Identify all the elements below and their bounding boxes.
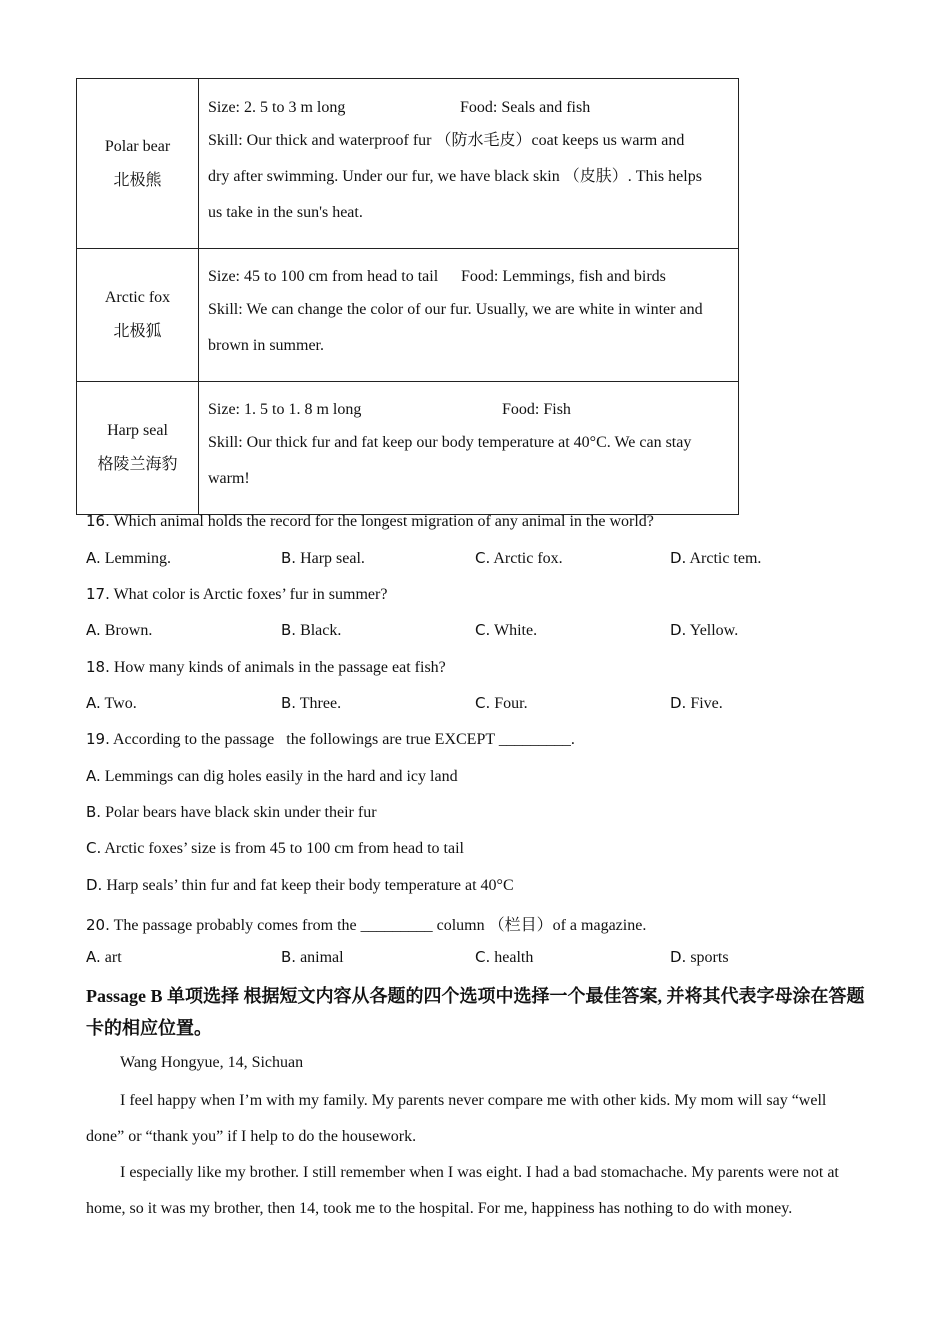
option-letter: A. (86, 694, 101, 712)
animal-skill-line: us take in the sun's heat. (208, 203, 363, 221)
animal-size: Size: 1. 5 to 1. 8 m long (208, 401, 362, 418)
animal-food: Food: Fish (502, 401, 571, 418)
option-a[interactable] (86, 948, 122, 967)
option-text: White. (493, 622, 538, 639)
question-number: 20. (86, 916, 110, 934)
option-d[interactable] (670, 694, 723, 713)
option-letter: C. (475, 549, 491, 567)
passage-paragraph: I especially like my brother. I still remember when I was eight. I had a bad stomachache. My parents were not at home, so it was my brother, then 14, took me to the hospital. For me, happiness has nothing to do with money. (86, 1164, 839, 1217)
option-text: Lemming. (104, 550, 171, 567)
option-letter: C. (86, 839, 102, 857)
option-letter: B. (281, 948, 297, 966)
option-d[interactable] (670, 549, 761, 568)
animal-name-cn: 北极熊 (113, 171, 162, 189)
animal-size: Size: 45 to 100 cm from head to tail (208, 268, 439, 285)
animal-info-cell (199, 79, 739, 249)
animal-skill-line: warm! (208, 470, 250, 487)
question-number: 17. (86, 585, 110, 603)
option-text: Polar bears have black skin under their fur (105, 804, 377, 821)
option-letter: B. (281, 621, 297, 639)
option-letter: D. (670, 549, 687, 567)
question-20 (86, 912, 646, 935)
option-text: Arctic tem. (689, 550, 762, 567)
option-b[interactable] (281, 948, 344, 967)
option-letter: C. (475, 948, 491, 966)
option-a[interactable] (86, 767, 458, 786)
option-c[interactable] (475, 948, 533, 967)
passage-byline: Wang Hongyue, 14, Sichuan (120, 1054, 304, 1071)
animal-skill-line: brown in summer. (208, 337, 324, 354)
question-number: 18. (86, 658, 110, 676)
animal-info-cell (199, 249, 739, 382)
option-letter: D. (86, 876, 103, 894)
option-d[interactable] (670, 948, 729, 967)
option-letter: C. (475, 621, 491, 639)
option-c[interactable] (475, 549, 563, 568)
option-text: Harp seal. (300, 550, 365, 567)
option-letter: A. (86, 948, 101, 966)
animal-name-cell (77, 79, 199, 249)
option-d[interactable] (86, 876, 514, 895)
option-text: Four. (494, 695, 528, 712)
animal-food: Food: Seals and fish (460, 98, 591, 116)
animal-skill-line: Skill: We can change the color of our fur. Usually, we are white in winter and (208, 301, 703, 318)
question-17 (86, 585, 387, 604)
option-text: animal (300, 949, 344, 966)
question-text: What color is Arctic foxes’ fur in summer? (113, 586, 388, 603)
question-19 (86, 730, 575, 749)
option-text: health (494, 949, 534, 966)
table-row (77, 382, 739, 515)
option-letter: D. (670, 948, 687, 966)
question-16 (86, 512, 654, 531)
animal-name-en: Polar bear (104, 137, 171, 155)
option-text: sports (690, 949, 729, 966)
option-letter: C. (475, 694, 491, 712)
option-c[interactable] (475, 621, 537, 640)
animal-name-cn: 格陵兰海豹 (97, 456, 178, 473)
animal-info-table (76, 78, 739, 515)
option-text: Two. (104, 695, 137, 712)
option-text: Three. (299, 695, 342, 712)
option-text: Lemmings can dig holes easily in the hard and icy land (104, 768, 458, 785)
option-c[interactable] (475, 694, 528, 713)
animal-name-en: Arctic fox (104, 289, 171, 306)
question-number: 19. (86, 730, 110, 748)
option-text: Arctic foxes’ size is from 45 to 100 cm from head to tail (104, 840, 464, 857)
option-d[interactable] (670, 621, 738, 640)
option-text: Brown. (104, 622, 153, 639)
animal-skill-line: Skill: Our thick and waterproof fur （防水毛皮）coat keeps us warm and (208, 131, 685, 149)
option-letter: D. (670, 621, 687, 639)
animal-skill-line: dry after swimming. Under our fur, we have black skin （皮肤）. This helps (208, 167, 702, 185)
option-text: Yellow. (689, 622, 739, 639)
option-b[interactable] (281, 621, 341, 640)
question-18 (86, 658, 446, 677)
question-text: How many kinds of animals in the passage eat fish? (113, 659, 446, 676)
option-b[interactable] (281, 694, 341, 713)
option-letter: A. (86, 767, 101, 785)
option-letter: A. (86, 621, 101, 639)
option-letter: B. (86, 803, 102, 821)
option-a[interactable] (86, 621, 152, 640)
option-letter: A. (86, 549, 101, 567)
option-b[interactable] (86, 803, 377, 822)
animal-size: Size: 2. 5 to 3 m long (208, 98, 346, 116)
option-text: art (104, 949, 122, 966)
passage-b-heading: Passage B 单项选择 根据短文内容从各题的四个选项中选择一个最佳答案, 并将其代表字母涂在答题卡的相应位置。 (86, 986, 865, 1038)
animal-name-cn: 北极狐 (113, 323, 162, 340)
animal-skill-line: Skill: Our thick fur and fat keep our body temperature at 40°C. We can stay (208, 434, 692, 451)
question-text: According to the passage the followings are true EXCEPT _________. (112, 731, 575, 748)
option-text: Harp seals’ thin fur and fat keep their body temperature at 40°C (106, 877, 514, 894)
animal-name-en: Harp seal (107, 422, 168, 439)
option-text: Arctic fox. (493, 550, 563, 567)
animal-food: Food: Lemmings, fish and birds (461, 268, 666, 285)
option-letter: B. (281, 549, 297, 567)
question-number: 16. (86, 512, 110, 530)
table-row (77, 249, 739, 382)
option-c[interactable] (86, 839, 464, 858)
option-letter: D. (670, 694, 687, 712)
question-text: The passage probably comes from the _________ column （栏目）of a magazine. (113, 917, 647, 934)
option-b[interactable] (281, 549, 365, 568)
option-a[interactable] (86, 549, 171, 568)
option-a[interactable] (86, 694, 137, 713)
option-letter: B. (281, 694, 297, 712)
animal-name-cell (77, 382, 199, 515)
option-text: Five. (690, 695, 723, 712)
animal-name-cell (77, 249, 199, 382)
animal-info-cell (199, 382, 739, 515)
table-row (77, 79, 739, 249)
option-text: Black. (300, 622, 342, 639)
question-text: Which animal holds the record for the longest migration of any animal in the world? (113, 513, 654, 530)
passage-paragraph: I feel happy when I’m with my family. My parents never compare me with other kids. My mom will say “well done” or “thank you” if I help to do the housework. (86, 1092, 827, 1145)
